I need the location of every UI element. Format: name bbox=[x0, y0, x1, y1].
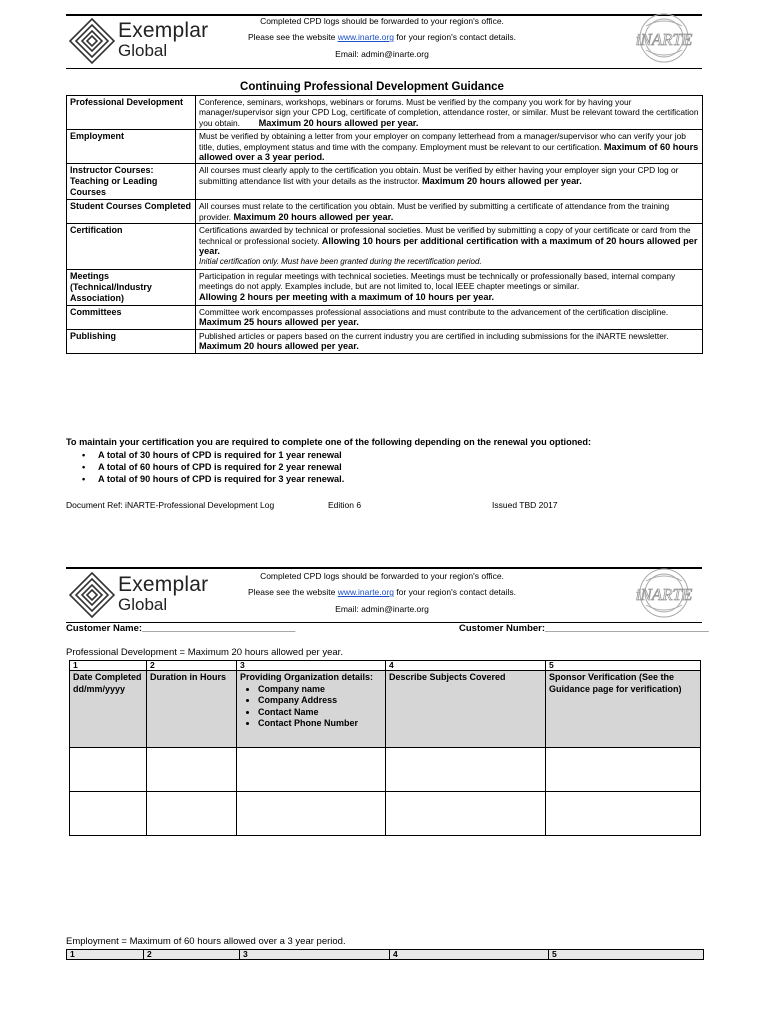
guidance-row bbox=[67, 329, 703, 353]
guidance-description: Published articles or papers based on the current industry you are certified in including submissions for the iNARTE newsletter. Maximum 20 hours allowed per year. bbox=[196, 329, 703, 353]
entry-cell[interactable] bbox=[386, 792, 546, 836]
guidance-table bbox=[66, 95, 703, 354]
header-email: Email: admin@inarte.org bbox=[335, 49, 429, 59]
guidance-category: Instructor Courses: Teaching or Leading Courses bbox=[67, 164, 196, 200]
guidance-note: Initial certification only. Must have been granted during the recertification period. bbox=[199, 257, 482, 267]
duration-header: Duration in Hours bbox=[147, 671, 237, 748]
renewal-item: • A total of 90 hours of CPD is required for 3 year renewal. bbox=[98, 474, 344, 484]
column-number: 3 bbox=[237, 661, 386, 671]
org-detail-item: • Contact Phone Number bbox=[258, 718, 382, 730]
customer-number-field[interactable]: Customer Number:_______________________________ bbox=[459, 623, 709, 634]
guidance-row bbox=[67, 269, 703, 305]
guidance-emphasis: Maximum 20 hours allowed per year. bbox=[421, 175, 582, 186]
header-line-1: Completed CPD logs should be forwarded to your region's office. bbox=[260, 571, 504, 581]
renewal-item: • A total of 60 hours of CPD is required for 2 year renewal bbox=[98, 462, 342, 472]
logo-word-global: Global bbox=[118, 41, 168, 60]
guidance-description: All courses must clearly apply to the certification you obtain. Must be verified by either having your employer sign your CPD log or submitting attendance list with your details as the instructor. Maximum 20 hours allowed per year. bbox=[196, 164, 703, 200]
guidance-category: Certification bbox=[67, 224, 196, 270]
header-line-2: Please see the website www.inarte.org for your region's contact details. bbox=[247, 587, 517, 597]
header-line-2: Please see the website www.inarte.org for your region's contact details. bbox=[247, 32, 517, 42]
column-number: 2 bbox=[147, 661, 237, 671]
guidance-row bbox=[67, 305, 703, 329]
column-number: 4 bbox=[386, 661, 546, 671]
header-bottom-rule bbox=[66, 68, 702, 69]
table-row bbox=[70, 792, 701, 836]
column-number: 1 bbox=[67, 950, 144, 960]
exemplar-global-logo bbox=[68, 17, 208, 67]
guidance-category: Employment bbox=[67, 130, 196, 164]
guidance-row bbox=[67, 96, 703, 130]
guidance-emphasis: Allowing 10 hours per additional certification with a maximum of 20 hours allowed per year. bbox=[199, 235, 698, 257]
guidance-row bbox=[67, 130, 703, 164]
website-link[interactable]: www.inarte.org bbox=[337, 587, 394, 597]
entry-cell[interactable] bbox=[70, 748, 147, 792]
entry-cell[interactable] bbox=[147, 792, 237, 836]
table-row bbox=[70, 748, 701, 792]
guidance-category: Student Courses Completed bbox=[67, 200, 196, 224]
edition: Edition 6 bbox=[328, 500, 362, 510]
website-link[interactable]: www.inarte.org bbox=[337, 32, 394, 42]
column-number: 3 bbox=[240, 950, 390, 960]
date-completed-header: Date Completed dd/mm/yyyy bbox=[70, 671, 147, 748]
entry-cell[interactable] bbox=[147, 748, 237, 792]
logo-word-global: Global bbox=[118, 595, 168, 614]
providing-organization-header: Providing Organization details: • Company name • Company Address • Contact Name • Contact Phone Number bbox=[237, 671, 386, 748]
guidance-category: Committees bbox=[67, 305, 196, 329]
org-detail-item: • Company Address bbox=[258, 695, 382, 707]
entry-cell[interactable] bbox=[237, 748, 386, 792]
guidance-description: Certifications awarded by technical or professional societies. Must be verified by submitting a copy of your certificate or card from the technical or professional society. Allowing 10 hours per additional certification with a maximum of 20 hours allowed per year. Initial certification only. Must have been granted during the recertification period. bbox=[196, 224, 703, 270]
guidance-emphasis: Maximum 20 hours allowed per year. bbox=[233, 211, 394, 222]
entry-cell[interactable] bbox=[237, 792, 386, 836]
org-detail-item: • Contact Name bbox=[258, 707, 382, 719]
column-number: 1 bbox=[70, 661, 147, 671]
logo-word-exemplar: Exemplar bbox=[118, 19, 209, 42]
inarte-seal-icon bbox=[626, 567, 702, 619]
logo-word-exemplar: Exemplar bbox=[118, 573, 209, 596]
customer-name-field[interactable]: Customer Name:_____________________________ bbox=[66, 623, 296, 634]
header-line-1: Completed CPD logs should be forwarded to your region's office. bbox=[260, 16, 504, 26]
guidance-description: Committee work encompasses professional associations and must contribute to the advancement of the certification discipline. Maximum 25 hours allowed per year. bbox=[196, 305, 703, 329]
org-detail-item: • Company name bbox=[258, 684, 382, 696]
guidance-emphasis: Maximum 20 hours allowed per year. bbox=[258, 117, 419, 128]
entry-cell[interactable] bbox=[546, 792, 701, 836]
doc-ref: Document Ref: iNARTE-Professional Development Log bbox=[66, 500, 275, 510]
entry-cell[interactable] bbox=[386, 748, 546, 792]
column-header-row bbox=[70, 671, 701, 748]
guidance-emphasis: Maximum 20 hours allowed per year. bbox=[199, 341, 359, 352]
column-number: 5 bbox=[549, 950, 704, 960]
column-number-row bbox=[67, 950, 704, 960]
column-number: 5 bbox=[546, 661, 701, 671]
entry-cell[interactable] bbox=[70, 792, 147, 836]
header-top-rule bbox=[66, 567, 702, 569]
subjects-covered-header: Describe Subjects Covered bbox=[386, 671, 546, 748]
guidance-description: Participation in regular meetings with technical societies. Meetings must be technically or professionally based, internal company meetings do not apply. Examples include, but are not limited to, local IEEE chapter meetings or similar. Allowing 2 hours per meeting with a maximum of 10 hours per year. bbox=[196, 269, 703, 305]
renewal-intro: To maintain your certification you are required to complete one of the following depending on the renewal you optioned: bbox=[66, 437, 592, 447]
guidance-description: All courses must relate to the certification you obtain. Must be verified by submitting a certificate of attendance from the training provider. Maximum 20 hours allowed per year. bbox=[196, 200, 703, 224]
guidance-row bbox=[67, 164, 703, 200]
employment-log-table bbox=[66, 949, 704, 960]
guidance-row bbox=[67, 224, 703, 270]
svg-text:iNARTE: iNARTE bbox=[635, 585, 693, 604]
issued-date: Issued TBD 2017 bbox=[492, 500, 558, 510]
guidance-emphasis: Maximum of 60 hours allowed over a 3 year period. bbox=[199, 141, 699, 163]
professional-development-log-table bbox=[69, 660, 701, 836]
professional-development-section-title: Professional Development = Maximum 20 hours allowed per year. bbox=[66, 647, 343, 658]
svg-text:iNARTE: iNARTE bbox=[635, 30, 693, 49]
exemplar-global-logo bbox=[68, 571, 208, 621]
guidance-emphasis: Maximum 25 hours allowed per year. bbox=[199, 317, 359, 328]
sponsor-verification-header: Sponsor Verification (See the Guidance page for verification) bbox=[546, 671, 701, 748]
column-number: 2 bbox=[144, 950, 240, 960]
guidance-emphasis: Allowing 2 hours per meeting with a maximum of 10 hours per year. bbox=[199, 291, 495, 302]
guidance-row bbox=[67, 200, 703, 224]
inarte-seal-icon bbox=[626, 12, 702, 64]
diamond-logo-icon bbox=[68, 17, 116, 65]
header-email: Email: admin@inarte.org bbox=[335, 604, 429, 614]
guidance-description: Conference, seminars, workshops, webinars or forums. Must be verified by the company you work for by having your manager/supervisor sign your CPD Log, certificate of completion, attendance roster, or similar. Must be relevant toward the certification you obtain. Maximum 20 hours allowed per year. bbox=[196, 96, 703, 130]
entry-cell[interactable] bbox=[546, 748, 701, 792]
column-number-row bbox=[70, 661, 701, 671]
column-number: 4 bbox=[390, 950, 549, 960]
renewal-item: • A total of 30 hours of CPD is required for 1 year renewal bbox=[98, 450, 342, 460]
diamond-logo-icon bbox=[68, 571, 116, 619]
employment-section-title: Employment = Maximum of 60 hours allowed over a 3 year period. bbox=[66, 936, 346, 947]
guidance-category: Publishing bbox=[67, 329, 196, 353]
guidance-category: Meetings (Technical/Industry Association) bbox=[67, 269, 196, 305]
guidance-description: Must be verified by obtaining a letter from your employer on company letterhead from a manager/supervisor who can verify your job title, duties, employment status and time with the company. Employment must be relevant to our certification. Maximum of 60 hours allowed over a 3 year period. bbox=[196, 130, 703, 164]
guidance-category: Professional Development bbox=[67, 96, 196, 130]
guidance-title: Continuing Professional Development Guidance bbox=[240, 81, 504, 93]
